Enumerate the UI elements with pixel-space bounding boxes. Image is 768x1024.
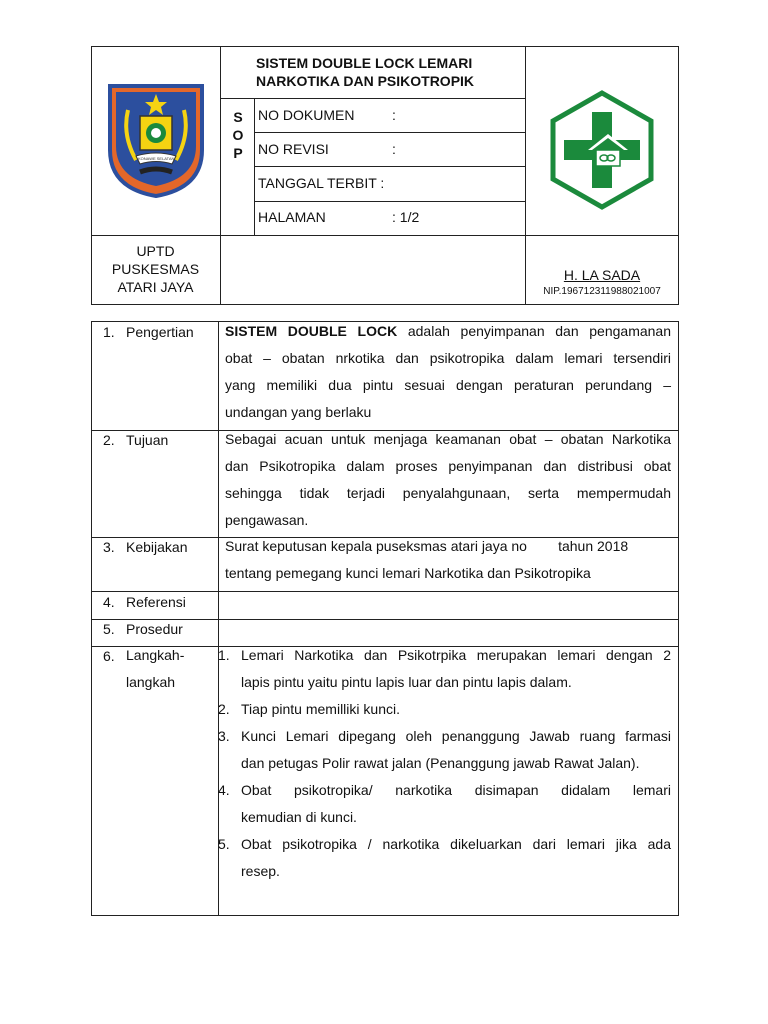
section-label: Kebijakan [126, 539, 188, 555]
content-line: tentang pemegang kunci lemari Narkotika dan Psikotropika [225, 565, 591, 581]
regency-emblem-logo [106, 80, 206, 200]
content-line: pengawasan. [225, 512, 309, 528]
section-label: Referensi [126, 594, 186, 610]
section-number: 4. [103, 594, 115, 610]
field-tanggal-terbit [258, 175, 518, 191]
section-number: 3. [103, 539, 115, 555]
section-label: Prosedur [126, 621, 183, 637]
divider [91, 619, 679, 620]
divider [220, 98, 525, 99]
sop-label [228, 108, 248, 162]
step-item [218, 831, 671, 885]
field-label: HALAMAN [258, 209, 326, 225]
field-label: TANGGAL TERBIT : [258, 175, 385, 191]
bold-term: SISTEM DOUBLE LOCK [225, 323, 398, 339]
step-number: 2. [218, 701, 230, 717]
label-line: langkah [126, 674, 176, 690]
signer-block [526, 266, 678, 299]
section-number: 5. [103, 621, 115, 637]
content-line: dan Psikotropika dalam proses penyimpanan dan distribusi obat [225, 458, 671, 474]
title-line-2: NARKOTIKA DAN PSIKOTROPIK [256, 73, 475, 89]
step-number: 4. [218, 782, 230, 798]
section-number: 2. [103, 432, 115, 448]
step-item [218, 642, 671, 696]
field-no-dokumen [258, 107, 518, 123]
field-separator: : [392, 141, 396, 157]
signer-nip: NIP.196712311988021007 [543, 286, 661, 297]
section-content-kebijakan [225, 533, 671, 587]
section-number: 1. [103, 324, 115, 340]
section-content-pengertian [225, 318, 671, 426]
org-line: ATARI JAYA [117, 279, 194, 295]
content-line: sehingga tidak terjadi penyalahgunaan, serta mempermudah [225, 485, 671, 501]
content-line: obat – obatan nrkotika dan psikotropika dalam lemari tersendiri [225, 350, 671, 366]
sop-letter: O [232, 127, 244, 143]
divider [254, 201, 525, 202]
section-label [126, 642, 184, 696]
field-halaman [258, 209, 518, 225]
section-label: Pengertian [126, 324, 194, 340]
section-number: 6. [103, 648, 115, 664]
signer-name: H. LA SADA [563, 267, 641, 283]
section-label: Tujuan [126, 432, 169, 448]
organization-name [92, 242, 219, 296]
step-text: resep. [241, 863, 280, 879]
step-text: lapis pintu yaitu pintu lapis luar dan pintu lapis dalam. [241, 674, 572, 690]
step-text: dan petugas Polir rawat jalan (Penanggung jawab Rawat Jalan). [241, 755, 640, 771]
sop-letter: P [233, 145, 243, 161]
step-item [218, 777, 671, 831]
field-value: : 1/2 [392, 209, 420, 225]
emblem-banner-text: KONAWE SELATAN [138, 156, 175, 161]
divider [254, 132, 525, 133]
section-content-tujuan [225, 426, 671, 534]
title-line-1: SISTEM DOUBLE LOCK LEMARI [256, 55, 473, 71]
content-line: Surat keputusan kepala puseksmas atari jaya no tahun 2018 [225, 538, 629, 554]
sop-letter: S [233, 109, 243, 125]
content-line: yang memiliki dua pintu sesuai dengan peraturan perundang – [225, 377, 671, 393]
org-line: UPTD [136, 243, 175, 259]
step-item [218, 696, 671, 723]
step-number: 1. [218, 647, 230, 663]
step-text: Obat psikotropika/ narkotika disimapan didalam lemari [241, 782, 671, 798]
document-title [256, 54, 518, 90]
step-number: 5. [218, 836, 230, 852]
divider [254, 166, 525, 167]
org-line: PUSKESMAS [111, 261, 200, 277]
divider [91, 235, 679, 236]
label-line: Langkah- [126, 647, 185, 663]
puskesmas-logo [548, 90, 656, 210]
content-line: Sebagai acuan untuk menjaga keamanan obat – obatan Narkotika [225, 431, 671, 447]
content-line: adalah penyimpanan dan pengamanan [397, 323, 672, 339]
step-text: Kunci Lemari dipegang oleh penanggung Jawab ruang farmasi [241, 728, 671, 744]
field-no-revisi [258, 141, 518, 157]
field-separator: : [392, 107, 396, 123]
divider [220, 46, 221, 305]
step-number: 3. [218, 728, 230, 744]
field-label: NO REVISI [258, 141, 329, 157]
step-item [218, 723, 671, 777]
step-text: Obat psikotropika / narkotika dikeluarkan dari lemari jika ada [241, 836, 671, 852]
procedure-steps [218, 642, 671, 885]
step-text: Tiap pintu memilliki kunci. [241, 701, 400, 717]
divider [254, 98, 255, 236]
field-label: NO DOKUMEN [258, 107, 355, 123]
divider [91, 591, 679, 592]
step-text: Lemari Narkotika dan Psikotrpika merupakan lemari dengan 2 [241, 647, 671, 663]
step-text: kemudian di kunci. [241, 809, 357, 825]
content-line: undangan yang berlaku [225, 404, 372, 420]
